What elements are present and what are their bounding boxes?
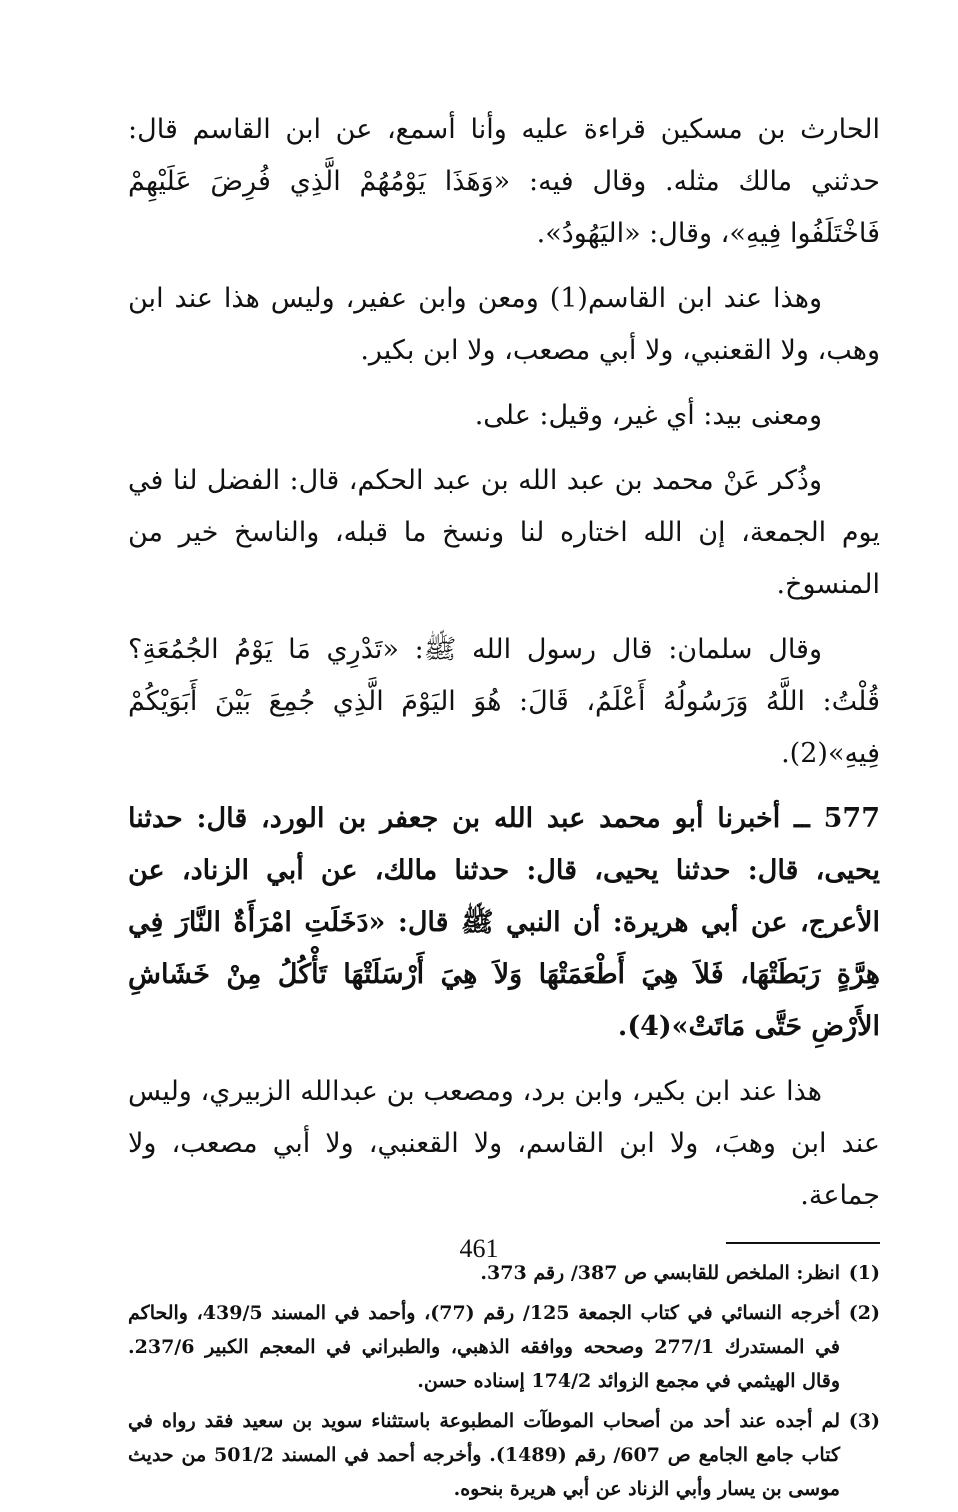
page-number: 461 [459, 1234, 499, 1263]
paragraph-1 [128, 104, 880, 260]
page-body [128, 104, 880, 1512]
paragraph-text: 577 ــ أخبرنا أبو محمد عبد الله بن جعفر بن الورد، قال: حدثنا يحيى، قال: حدثنا يحيى، قال: حدثنا مالك، عن أبي الزناد، عن الأعرج، عن أبي هريرة: أن النبي ﷺ قال: «دَخَلَتِ امْرَأَةٌ النَّارَ فِي هِرَّةٍ رَبَطَتْهَا، فَلاَ هِيَ أَطْعَمَتْهَا وَلاَ هِيَ أَرْسَلَتْهَا تَأْكُلُ مِنْ خَشَاشِ الأَرْضِ حَتَّى مَاتَتْ»(4). [128, 803, 880, 1042]
paragraph-3 [128, 390, 880, 442]
footnote-number: (3) [848, 1410, 880, 1432]
paragraph-text: وذُكر عَنْ محمد بن عبد الله بن عبد الحكم، قال: الفضل لنا في يوم الجمعة، إن الله اختاره لنا ونسخ ما قبله، والناسخ خير من المنسوخ. [128, 465, 880, 600]
paragraph-text: ومعنى بيد: أي غير، وقيل: على. [474, 400, 822, 431]
footnote-text: أخرجه النسائي في كتاب الجمعة 125/ رقم (77)، وأحمد في المسند 439/5، والحاكم في المستدرك 277/1 وصححه ووافقه الذهبي، والطبراني في المعجم الكبير 237/6. وقال الهيثمي في مجمع الزوائد 174/2 إسناده حسن. [128, 1302, 841, 1392]
paragraph-7 [128, 1066, 880, 1222]
hadith-577-paragraph [128, 793, 880, 1053]
paragraph-text: الحارث بن مسكين قراءة عليه وأنا أسمع، عن ابن القاسم قال: حدثني مالك مثله. وقال فيه: «وَهَذَا يَوْمُهُمْ الَّذِي فُرِضَ عَلَيْهِمْ فَاخْتَلَفُوا فِيهِ»، وقال: «اليَهُودُ». [128, 114, 880, 249]
footnotes [128, 1256, 880, 1506]
footnote-2 [128, 1296, 880, 1398]
paragraph-4 [128, 455, 880, 611]
paragraph-text: وهذا عند ابن القاسم(1) ومعن وابن عفير، وليس هذا عند ابن وهب، ولا القعنبي، ولا أبي مصعب، ولا ابن بكير. [128, 283, 880, 366]
footnote-number: (2) [848, 1302, 880, 1324]
paragraph-5 [128, 624, 880, 780]
paragraph-text: هذا عند ابن بكير، وابن برد، ومصعب بن عبدالله الزبيري، وليس عند ابن وهبَ، ولا ابن القاسم، ولا القعنبي، ولا أبي مصعب، ولا جماعة. [128, 1076, 880, 1211]
paragraph-text: وقال سلمان: قال رسول الله ﷺ: «تَدْرِي مَا يَوْمُ الجُمُعَةِ؟ قُلْتُ: اللَّهُ وَرَسُولُهُ أَعْلَمُ، قَالَ: هُوَ اليَوْمَ الَّذِي جُمِعَ بَيْنَ أَبَوَيْكُمْ فِيهِ»(2). [128, 634, 880, 769]
paragraph-2 [128, 273, 880, 377]
footnote-number: (1) [848, 1262, 880, 1284]
footnote-3 [128, 1404, 880, 1506]
footnote-text: لم أجده عند أحد من أصحاب الموطآت المطبوعة باستثناء سويد بن سعيد فقد رواه في كتاب جامع الجامع ص 607/ رقم (1489). وأخرجه أحمد في المسند 501/2 من حديث موسى بن يسار وأبي الزناد عن أبي هريرة بنحوه. [128, 1410, 841, 1500]
footnote-text: انظر: الملخص للقابسي ص 387/ رقم 373. [480, 1262, 840, 1284]
